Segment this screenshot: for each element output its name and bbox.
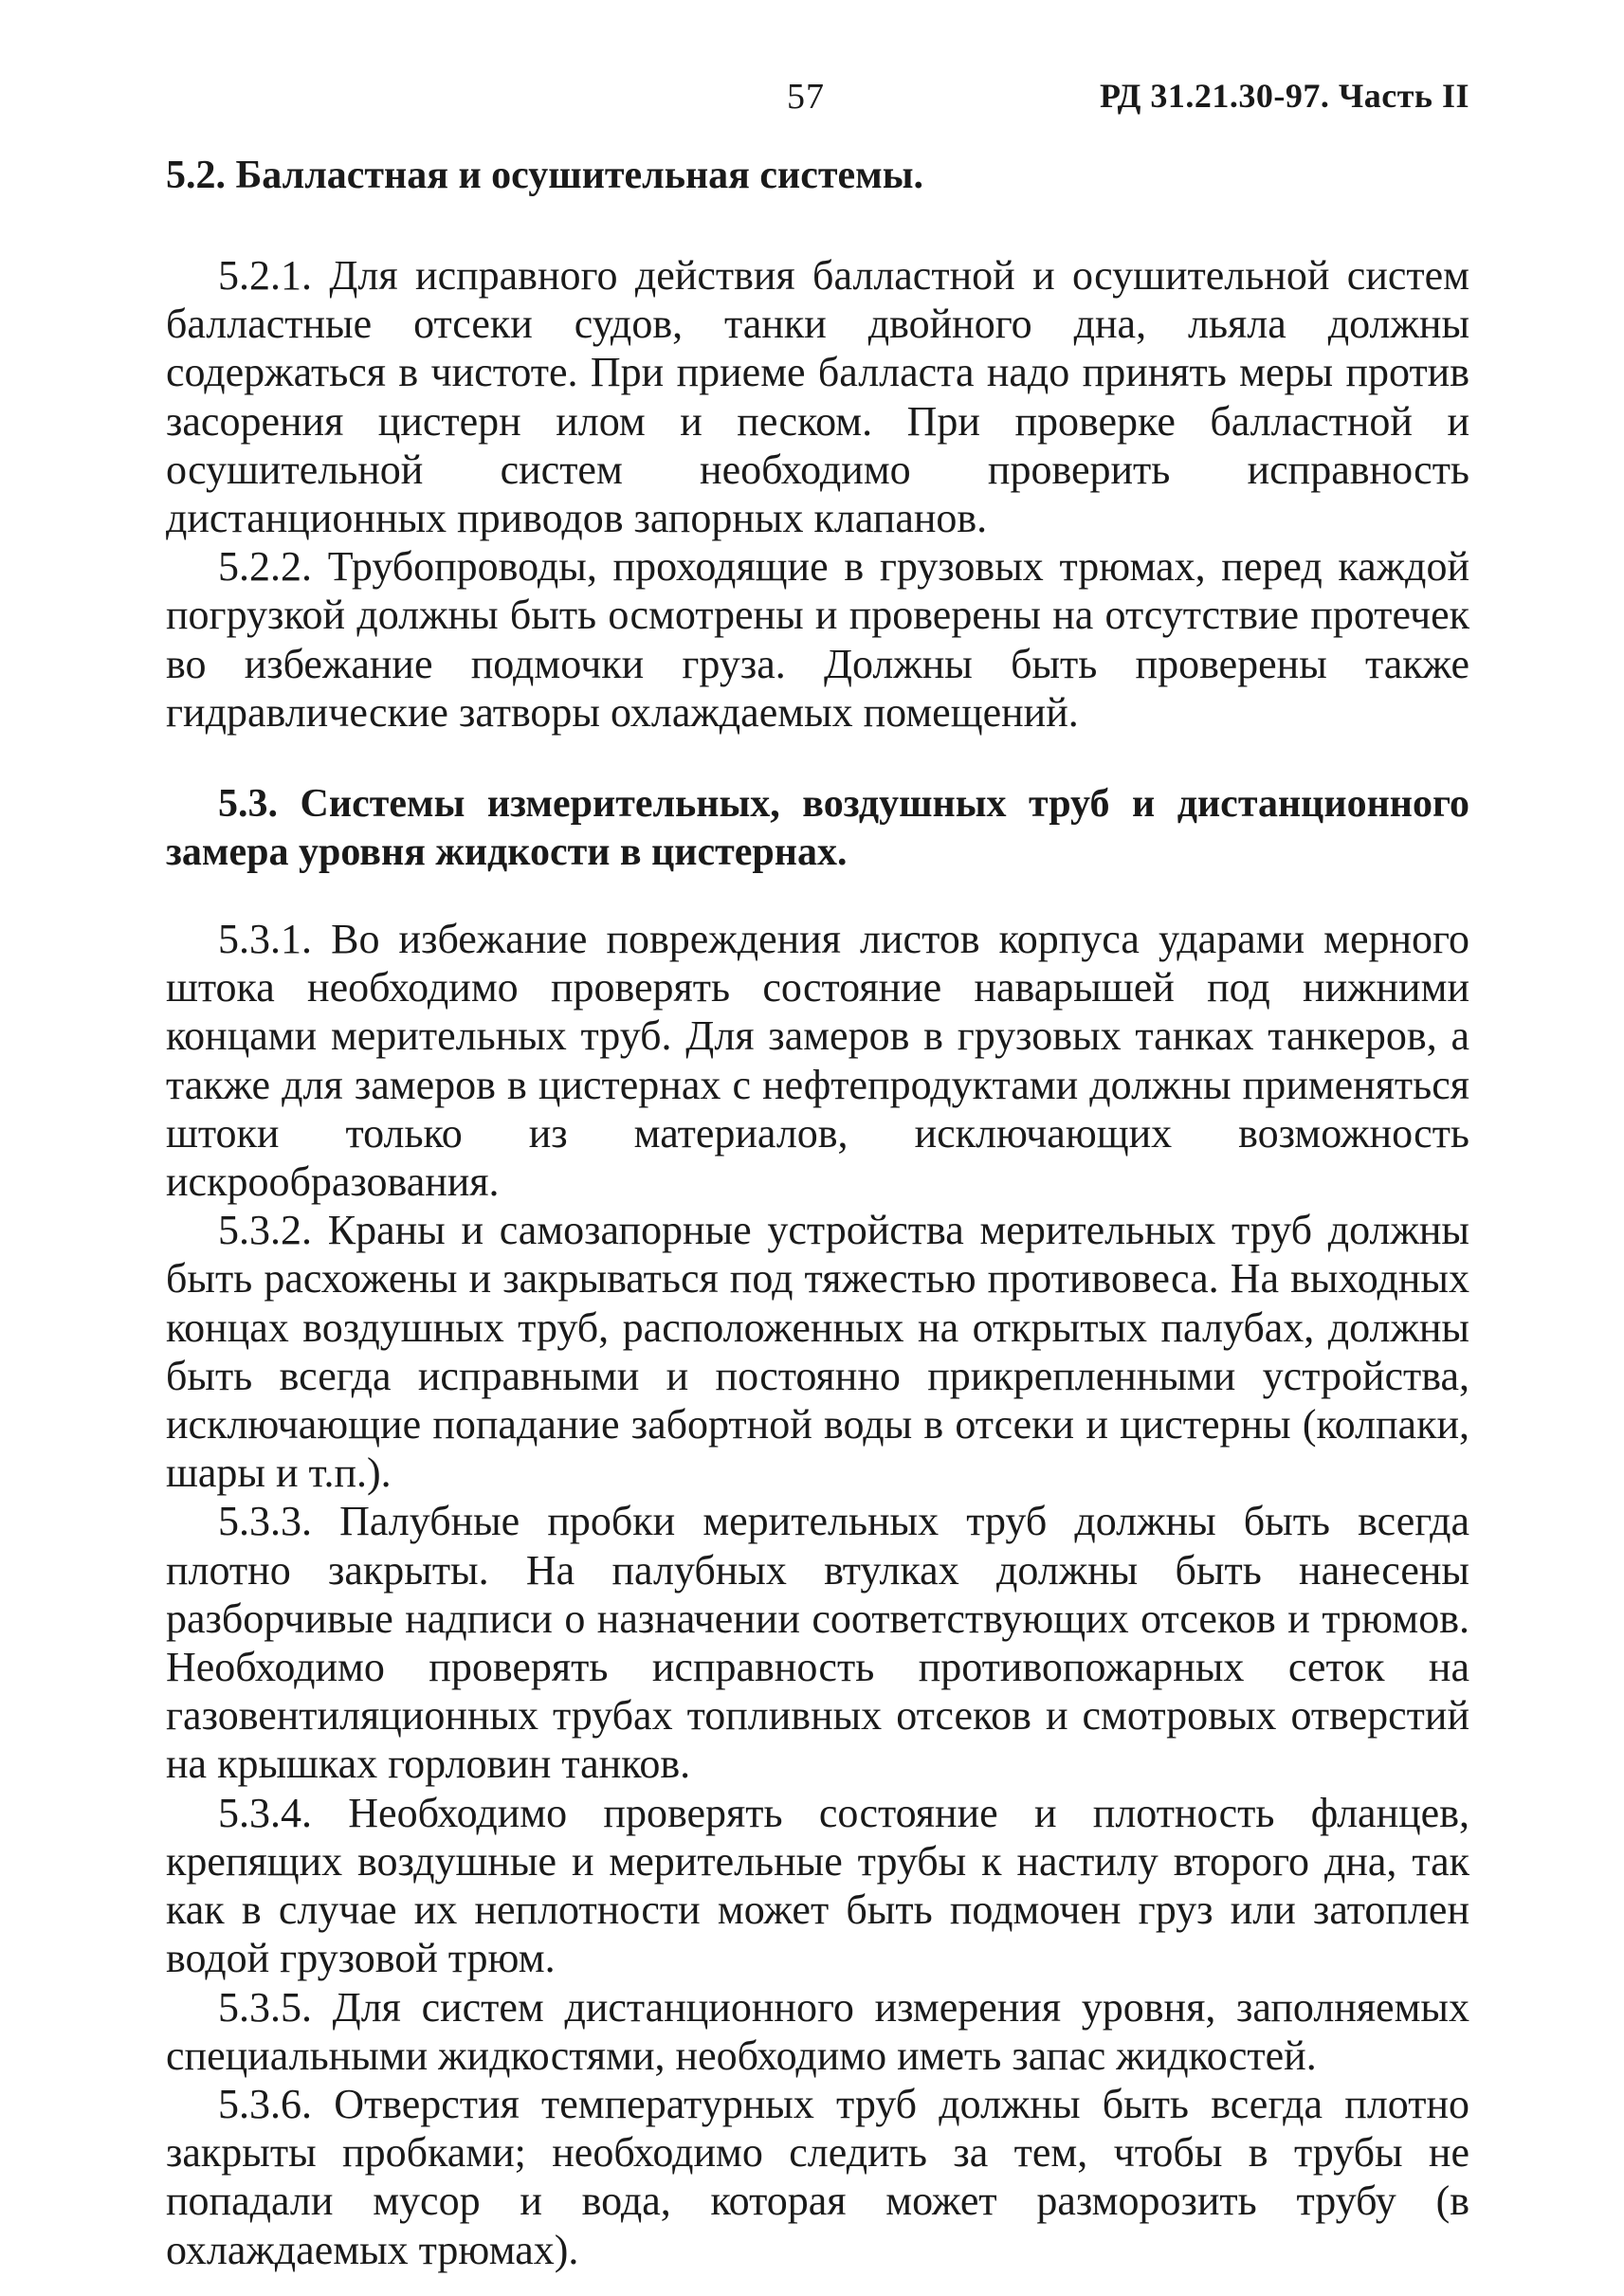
spacer [166, 200, 1469, 251]
spacer [166, 737, 1469, 780]
page-header [166, 76, 1469, 123]
page-content [166, 152, 1469, 2274]
spacer [166, 877, 1469, 915]
paragraph-5-2-1: 5.2.1. Для исправного действия балластной и осушительной систем балластные отсеки судов, танки двойного дна, льяла должны содержаться в чистоте. При приеме балласта надо принять меры против засорения цистерн илом и песком. При проверке балластной и осушительной систем необходимо проверить исправность дистанционных приводов запорных клапанов. [166, 252, 1469, 542]
paragraph-5-3-2: 5.3.2. Краны и самозапорные устройства мерительных труб должны быть расхожены и закрываться под тяжестью противовеса. На выходных концах воздушных труб, расположенных на открытых палубах, должны быть всегда исправными и постоянно прикрепленными устройства, исключающие попадание забортной воды в отсеки и цистерны (колпаки, шары и т.п.). [166, 1207, 1469, 1497]
section-heading-5-3: 5.3. Системы измерительных, воздушных труб и дистанционного замера уровня жидкости в цистернах. [166, 782, 1469, 875]
paragraph-5-3-5: 5.3.5. Для систем дистанционного измерения уровня, заполняемых специальными жидкостями, необходимо иметь запас жидкостей. [166, 1983, 1469, 2079]
paragraph-5-2-2: 5.2.2. Трубопроводы, проходящие в грузовых трюмах, перед каждой погрузкой должны быть осмотрены и проверены на отсутствие протечек во избежание подмочки груза. Должны быть проверены также гидравлические затворы охлаждаемых помещений. [166, 543, 1469, 736]
page-number: 57 [787, 77, 825, 117]
paragraph-5-3-3: 5.3.3. Палубные пробки мерительных труб должны быть всегда плотно закрыты. На палубных втулках должны быть нанесены разборчивые надписи о назначении соответствующих отсеков и трюмов. Необходимо проверять исправность противопожарных сеток на газовентиляционных трубах топливных отсеков и смотровых отверстий на крышках горловин танков. [166, 1498, 1469, 1788]
section-heading-5-2: 5.2. Балластная и осушительная системы. [166, 154, 924, 197]
paragraph-5-3-1: 5.3.1. Во избежание повреждения листов корпуса ударами мерного штока необходимо проверять состояние наварышей под нижними концами мерительных труб. Для замеров в грузовых танках танкеров, а также для замеров в цистернах с нефтепродуктами должны применяться штоки только из материалов, исключающих возможность искрообразования. [166, 916, 1469, 1206]
document-code: РД 31.21.30-97. Часть II [1099, 77, 1469, 115]
paragraph-5-3-6: 5.3.6. Отверстия температурных труб должны быть всегда плотно закрыты пробками; необходимо следить за тем, чтобы в трубы не попадали мусор и вода, которая может разморозить трубу (в охлаждаемых трюмах). [166, 2080, 1469, 2273]
paragraph-5-3-4: 5.3.4. Необходимо проверять состояние и плотность фланцев, крепящих воздушные и мерительные трубы к настилу второго дна, так как в случае их неплотности может быть подмочен груз или затоплен водой грузовой трюм. [166, 1789, 1469, 1982]
